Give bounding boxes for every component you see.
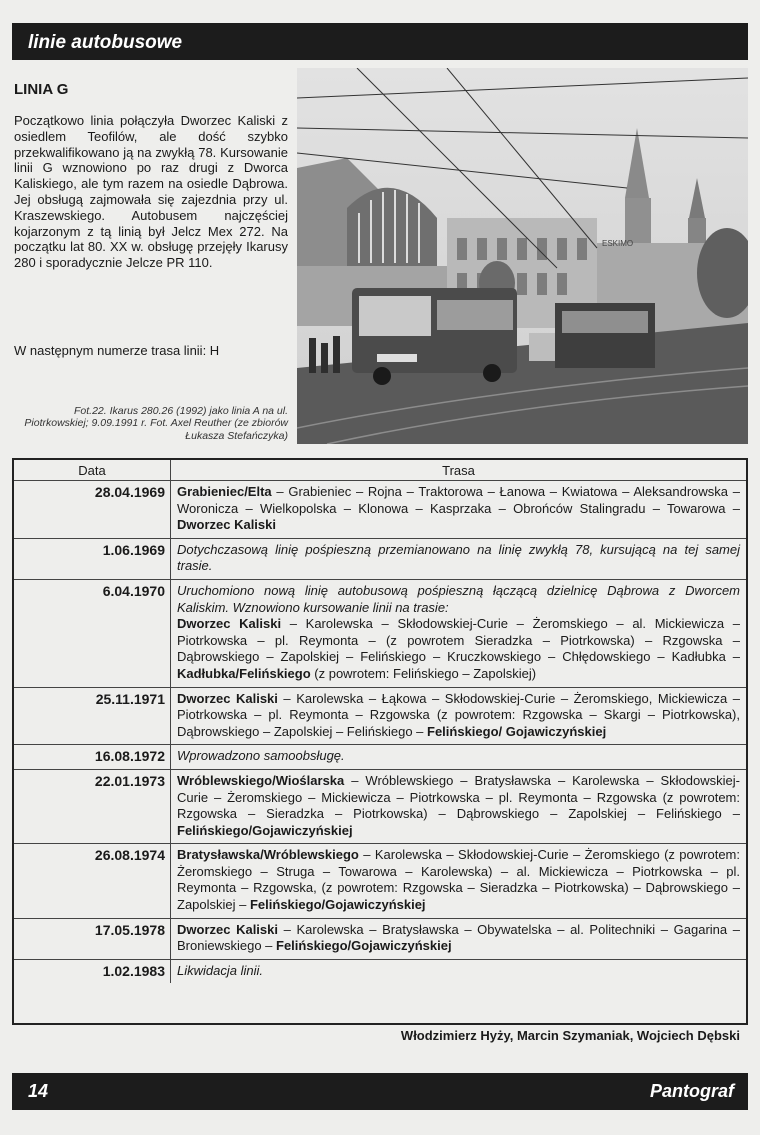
route-terminus: Felińskiego/Gojawiczyńskiej (177, 822, 353, 838)
route-text: Uruchomiono nową linię autobusową pośpieszną łączącą dzielnicę Dąbrowa z Dworcem Kaliskim. Wznowiono kursowanie linii na trasie: (177, 582, 740, 615)
route-text: – Grabieniec – Rojna – Traktorowa – Łanowa – Kwiatowa – Aleksandrowska – Woronicza – Wielkopolska – Klonowa – Kasprzaka – Obrońców Stalingradu – Towarowa – (177, 484, 740, 516)
section-title: linie autobusowe (28, 32, 183, 53)
column-header-date: Data (14, 460, 171, 481)
route-text: Dotychczasową linię pośpieszną przemianowano na linię zwykłą 78, kursującą na tej samej trasie. (177, 541, 740, 574)
row-date: 22.01.1973 (14, 769, 171, 843)
route-text: Wprowadzono samoobsługę. (177, 748, 345, 764)
row-date: 26.08.1974 (14, 844, 171, 918)
table-header-row (14, 460, 746, 481)
row-date: 28.04.1969 (14, 481, 171, 539)
route-terminus: Dworzec Kaliski (177, 921, 278, 937)
section-header-bar (12, 23, 748, 60)
route-terminus: Grabieniec/Elta (177, 484, 272, 499)
magazine-name: Pantograf (649, 1081, 734, 1101)
row-date: 1.06.1969 (14, 538, 171, 579)
table-row (14, 687, 746, 745)
table-row (14, 769, 746, 843)
table-row (14, 918, 746, 959)
route-text: – Wróblewskiego – Bratysławska – Karolewska – Skłodowskiej-Curie – Żeromskiego – Mickiewicza – Piotrkowska – pl. Reymonta – Rzgowska (z powrotem: Rzgowska – Sieradzka – Piotrkowska) – Dąbrowskiego – Zapolskiej – Felińskiego – (177, 772, 740, 822)
route-terminus: Bratysławska/Wróblewskiego (177, 847, 359, 863)
route-terminus: Felińskiego/ Gojawiczyńskiej (427, 723, 607, 739)
row-date: 16.08.1972 (14, 745, 171, 770)
row-route (171, 538, 747, 579)
row-route (171, 959, 747, 983)
route-text: – Karolewska – Skłodowskiej-Curie – Żeromskiego – al. Mickiewicza – Piotrkowska – pl. Reymonta – (z powrotem Sieradzka – Piotrkowska) – Rzgowska – Dąbrowskiego – Zapolskiej – Felińskiego – Kruczkowskiego – Chłędowskiego – Kadłubka – (177, 616, 740, 665)
route-text: (z powrotem: Felińskiego – Zapolskiej) (310, 665, 537, 681)
bus-photo (297, 68, 748, 444)
table-row (14, 579, 746, 687)
table-row (14, 844, 746, 918)
photo-caption: Fot.22. Ikarus 280.26 (1992) jako linia A na ul. Piotrkowskiej; 9.09.1991 r. Fot. Axel Reuther (ze zbiorów Łukasza Stefańczyka) (24, 405, 288, 442)
table-row (14, 959, 746, 983)
footer-bar (12, 1073, 748, 1110)
row-route (171, 687, 747, 745)
row-date: 17.05.1978 (14, 918, 171, 959)
street-scene-illustration (297, 68, 748, 444)
table-row (14, 538, 746, 579)
next-issue-note: W następnym numerze trasa linii: H (14, 343, 220, 358)
column-header-route: Trasa (171, 460, 747, 481)
shop-sign: ESKIMO (602, 239, 634, 248)
route-history-table (12, 458, 748, 1025)
row-route (171, 745, 747, 770)
row-route (171, 769, 747, 843)
row-route (171, 844, 747, 918)
row-date: 25.11.1971 (14, 687, 171, 745)
row-route (171, 579, 747, 687)
route-terminus: Wróblewskiego/Wioślarska (177, 772, 345, 788)
route-terminus: Felińskiego/Gojawiczyńskiej (276, 938, 452, 954)
row-date: 6.04.1970 (14, 579, 171, 687)
route-text: – Karolewska – Łąkowa – Skłodowskiej-Curie – Żeromskiego, Mickiewicza – Piotrkowska – pl. Reymonta – Rzgowska (z powrotem: Rzgowska – Skargi – Piotrkowska), Dąbrowskiego – Zapolskiej – Felińskiego – (177, 690, 740, 739)
table-row (14, 745, 746, 770)
route-terminus: Dworzec Kaliski (177, 690, 278, 706)
row-route (171, 918, 747, 959)
route-text: Likwidacja linii. (177, 962, 263, 978)
route-terminus: Felińskiego/Gojawiczyńskiej (249, 897, 426, 913)
authors: Włodzimierz Hyży, Marcin Szymaniak, Wojciech Dębski (400, 1028, 740, 1043)
page-number: 14 (28, 1081, 49, 1101)
route-terminus: Dworzec Kaliski (177, 517, 276, 533)
row-date: 1.02.1983 (14, 959, 171, 983)
route-terminus: Kadłubka/Felińskiego (177, 665, 311, 681)
article-intro: Początkowo linia połączyła Dworzec Kaliski z osiedlem Teofilów, ale dość szybko przekwalifikowano ją na zwykłą 78. Kursowanie linii G wznowiono po raz drugi z Dworca Kaliskiego, ale tym razem na osiedle Dąbrowa. Jej obsługą zajmowała się zajezdnia przy ul. Kraszewskiego. Autobusem najczęściej kojarzonym z tą linią był Jelcz Mex 272. Na początku lat 80. XX w. obsługę przejęły Ikarusy 280 i sporadycznie Jelcze PR 110. (14, 113, 288, 271)
row-route (171, 481, 747, 539)
route-text: – Karolewska – Bratysławska – Obywatelska – al. Politechniki – Gagarina – Broniewskiego – (177, 921, 740, 954)
article-title: LINIA G (14, 81, 69, 98)
route-terminus: Dworzec Kaliski (177, 616, 282, 632)
table-row (14, 481, 746, 539)
route-text: – Karolewska – Skłodowskiej-Curie – Żeromskiego (z powrotem: Żeromskiego – Struga – Towarowa – Karolewska) – al. Mickiewicza – Piotrkowska – pl. Reymonta – Rzgowska, (z powrotem: Rzgowska – Sieradzka – Piotrkowska) – Dąbrowskiego – Zapolskiej – (177, 847, 740, 913)
